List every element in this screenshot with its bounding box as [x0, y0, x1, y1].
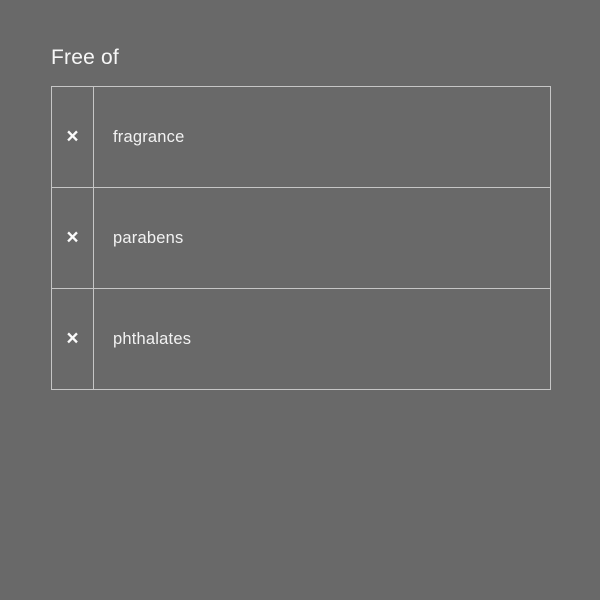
table-row [52, 289, 550, 389]
free-of-heading: Free of [51, 46, 119, 69]
x-icon: × [66, 225, 79, 249]
free-of-table [51, 86, 551, 390]
icon-cell [52, 188, 94, 288]
table-row [52, 188, 550, 289]
icon-cell [52, 289, 94, 389]
x-icon: × [66, 326, 79, 350]
icon-cell [52, 87, 94, 187]
table-row [52, 87, 550, 188]
row-label: phthalates [113, 329, 192, 348]
row-label: fragrance [113, 127, 185, 146]
x-icon: × [66, 124, 79, 148]
row-label: parabens [113, 228, 184, 247]
